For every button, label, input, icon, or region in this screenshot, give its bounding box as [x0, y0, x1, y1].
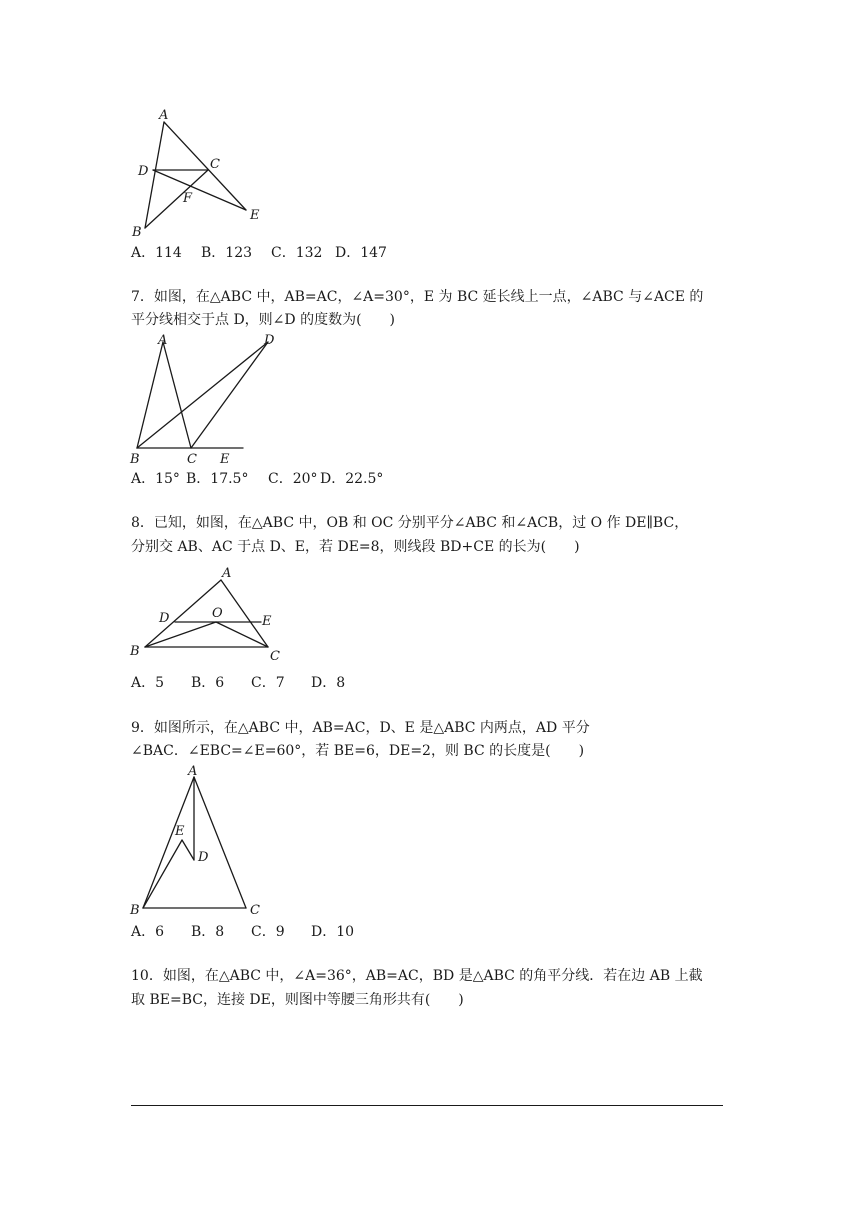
q10-text-line2: 取 BE=BC，连接 DE，则图中等腰三角形共有( ): [131, 992, 464, 1008]
q6-options: [131, 244, 387, 262]
q9-figure: [128, 762, 278, 920]
q7-figure: [128, 332, 288, 467]
q6-figure: [130, 100, 270, 240]
q6-label-c: C: [210, 157, 220, 172]
q8-option-d[interactable]: D．8: [311, 675, 346, 691]
q8-line-ab: [145, 580, 221, 647]
q6-line-de: [153, 170, 246, 210]
q9-line-ed: [182, 840, 194, 860]
q6-label-b: B: [132, 225, 142, 240]
q8-label-c: C: [270, 649, 280, 664]
q7-text-line1: 7．如图，在△ABC 中，AB=AC，∠A=30°，E 为 BC 延长线上一点，∠ABC 与∠ACE 的: [131, 289, 704, 305]
q6-option-a[interactable]: A．114: [131, 245, 182, 261]
q8-line-bo: [145, 622, 216, 647]
footer-rule: [131, 1105, 723, 1106]
q8-option-b[interactable]: B．6: [191, 675, 225, 691]
q6-label-d: D: [138, 164, 149, 179]
q9-label-c: C: [250, 903, 260, 918]
q8-label-e: E: [262, 614, 272, 629]
q8-label-a: A: [222, 566, 232, 581]
q9-label-b: B: [130, 903, 140, 918]
q8-label-b: B: [130, 644, 140, 659]
q6-label-f: F: [183, 191, 193, 206]
q8-text-line1: 8．已知，如图，在△ABC 中，OB 和 OC 分别平分∠ABC 和∠ACB，过 O 作 DE∥BC，: [131, 515, 689, 531]
q8-option-c[interactable]: C．7: [251, 675, 285, 691]
q7-option-d[interactable]: D．22.5°: [320, 471, 384, 487]
q6-option-d[interactable]: D．147: [335, 245, 387, 261]
q7-line-ac: [163, 342, 191, 448]
q6-option-b[interactable]: B．123: [201, 245, 253, 261]
q9-label-a: A: [188, 764, 198, 779]
q7-text-line2: 平分线相交于点 D，则∠D 的度数为( ): [131, 312, 396, 328]
q9-text-line1: 9．如图所示，在△ABC 中，AB=AC，D、E 是△ABC 内两点，AD 平分: [131, 720, 590, 736]
q7-option-a[interactable]: A．15°: [131, 471, 180, 487]
q7-option-c[interactable]: C．20°: [268, 471, 318, 487]
q7-label-c: C: [187, 452, 197, 467]
q7-label-a: A: [158, 333, 168, 348]
q9-line-ab: [143, 777, 194, 908]
q9-option-c[interactable]: C．9: [251, 924, 285, 940]
q7-line-ab: [137, 342, 163, 448]
q9-label-e: E: [175, 824, 185, 839]
q9-line-ac: [194, 777, 246, 908]
q7-options: [131, 470, 383, 488]
q8-line-co: [216, 622, 268, 647]
q8-figure: [128, 562, 288, 666]
q8-text-line2: 分别交 AB、AC 于点 D、E，若 DE=8，则线段 BD+CE 的长为( ): [131, 539, 580, 555]
q9-options: [131, 923, 354, 941]
q6-label-e: E: [250, 208, 260, 223]
q9-option-a[interactable]: A．6: [131, 924, 165, 940]
q6-line-ae: [164, 122, 246, 210]
q9-text-line2: ∠BAC．∠EBC=∠E=60°，若 BE=6，DE=2，则 BC 的长度是( ): [131, 743, 585, 759]
q8-label-d: D: [159, 611, 170, 626]
q9-option-b[interactable]: B．8: [191, 924, 225, 940]
q8-line-ac: [221, 580, 268, 647]
q6-option-c[interactable]: C．132: [271, 245, 323, 261]
q8-label-o: O: [212, 606, 223, 621]
q7-option-b[interactable]: B．17.5°: [186, 471, 249, 487]
q6-label-a: A: [159, 108, 169, 123]
q7-label-d: D: [264, 333, 275, 348]
q10-text-line1: 10．如图，在△ABC 中，∠A=36°，AB=AC，BD 是△ABC 的角平分线．若在边 AB 上截: [131, 968, 703, 984]
q7-label-b: B: [130, 452, 140, 467]
q9-line-be: [143, 840, 182, 908]
q8-option-a[interactable]: A．5: [131, 675, 165, 691]
q9-label-d: D: [198, 850, 209, 865]
q7-label-e: E: [220, 452, 230, 467]
q8-options: [131, 674, 345, 692]
q9-option-d[interactable]: D．10: [311, 924, 355, 940]
